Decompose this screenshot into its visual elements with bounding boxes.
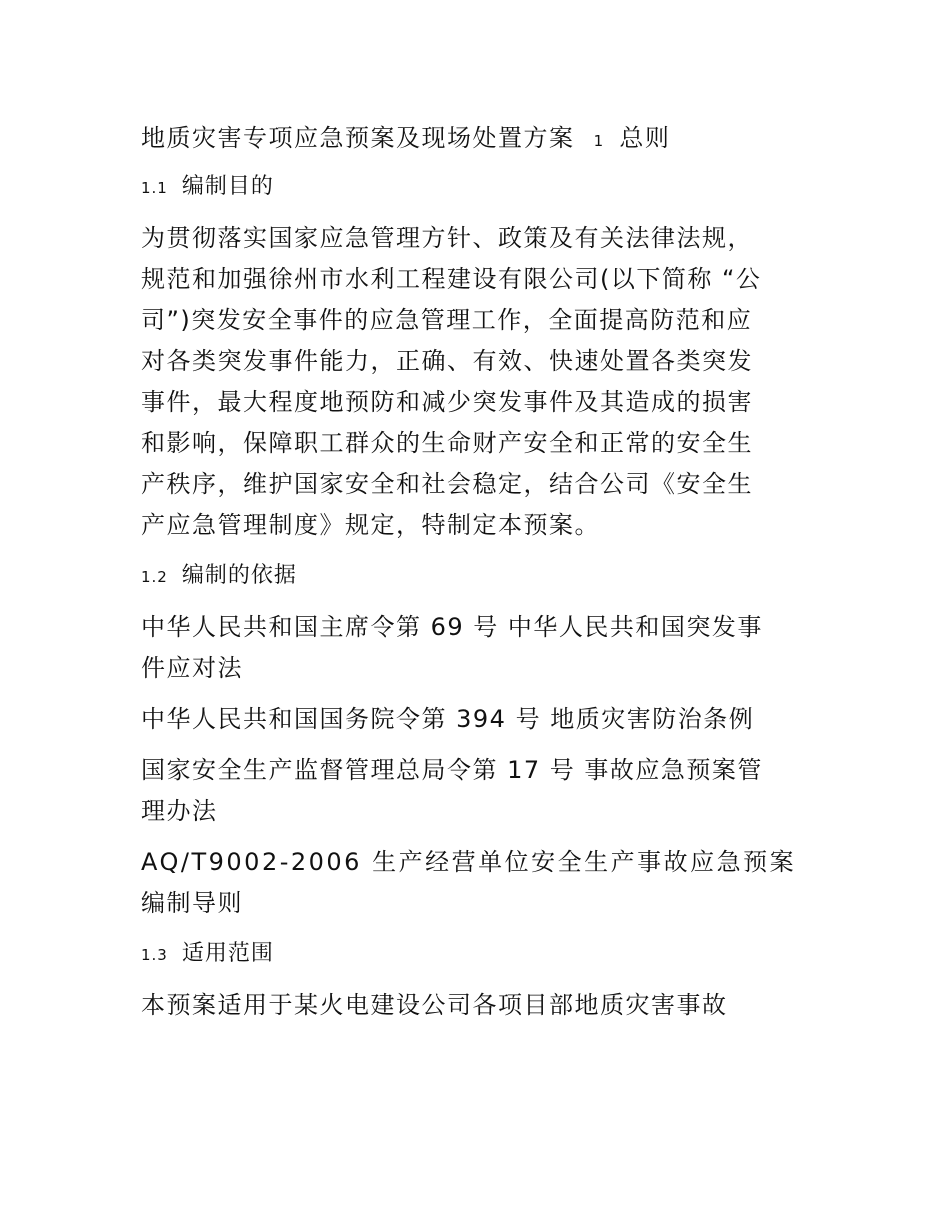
paragraph-line: 司”)突发安全事件的应急管理工作，全面提高防范和应: [141, 306, 753, 334]
section-heading-1-2: [141, 556, 821, 597]
basis-item: [141, 750, 821, 832]
chapter-number: 1: [593, 132, 605, 150]
section-heading-1-1: [141, 167, 821, 208]
section-title: 适用范围: [181, 941, 274, 966]
paragraph-line: 件应对法: [141, 654, 243, 682]
paragraph-line: 和影响，保障职工群众的生命财产安全和正常的安全生: [141, 429, 753, 457]
basis-item: [141, 699, 821, 740]
paragraph-line: 中华人民共和国国务院令第 394 号 地质灾害防治条例: [141, 705, 755, 733]
document-content: [141, 118, 821, 1026]
paragraph-line: 国家安全生产监督管理总局令第 17 号 事故应急预案管: [141, 756, 763, 784]
paragraph-line: AQ/T9002-2006 生产经营单位安全生产事故应急预案: [141, 848, 797, 876]
paragraph-line: 事件，最大程度地预防和减少突发事件及其造成的损害: [141, 388, 753, 416]
scope-paragraph: [141, 985, 821, 1026]
paragraph-line: 为贯彻落实国家应急管理方针、政策及有关法律法规，: [141, 224, 753, 252]
paragraph-line: 中华人民共和国主席令第 69 号 中华人民共和国突发事: [141, 613, 763, 641]
section-title: 编制目的: [181, 174, 274, 199]
basis-item: [141, 842, 821, 924]
chapter-title: 总则: [619, 124, 671, 152]
section-number: 1.3: [141, 946, 168, 964]
document-title-line: [141, 118, 821, 159]
paragraph-line: 对各类突发事件能力，正确、有效、快速处置各类突发: [141, 347, 753, 375]
paragraph-line: 产应急管理制度》规定，特制定本预案。: [141, 511, 600, 539]
paragraph-line: 理办法: [141, 797, 218, 825]
section-heading-1-3: [141, 934, 821, 975]
section-number: 1.2: [141, 568, 168, 586]
paragraph-line: 产秩序，维护国家安全和社会稳定，结合公司《安全生: [141, 470, 753, 498]
paragraph-line: 编制导则: [141, 889, 243, 917]
purpose-paragraph: [141, 218, 821, 546]
section-number: 1.1: [141, 179, 168, 197]
document-title: 地质灾害专项应急预案及现场处置方案: [141, 124, 575, 152]
section-title: 编制的依据: [181, 563, 297, 588]
paragraph-line: 规范和加强徐州市水利工程建设有限公司(以下简称 “公: [141, 265, 762, 293]
basis-item: [141, 607, 821, 689]
paragraph-line: 本预案适用于某火电建设公司各项目部地质灾害事故: [141, 991, 728, 1019]
